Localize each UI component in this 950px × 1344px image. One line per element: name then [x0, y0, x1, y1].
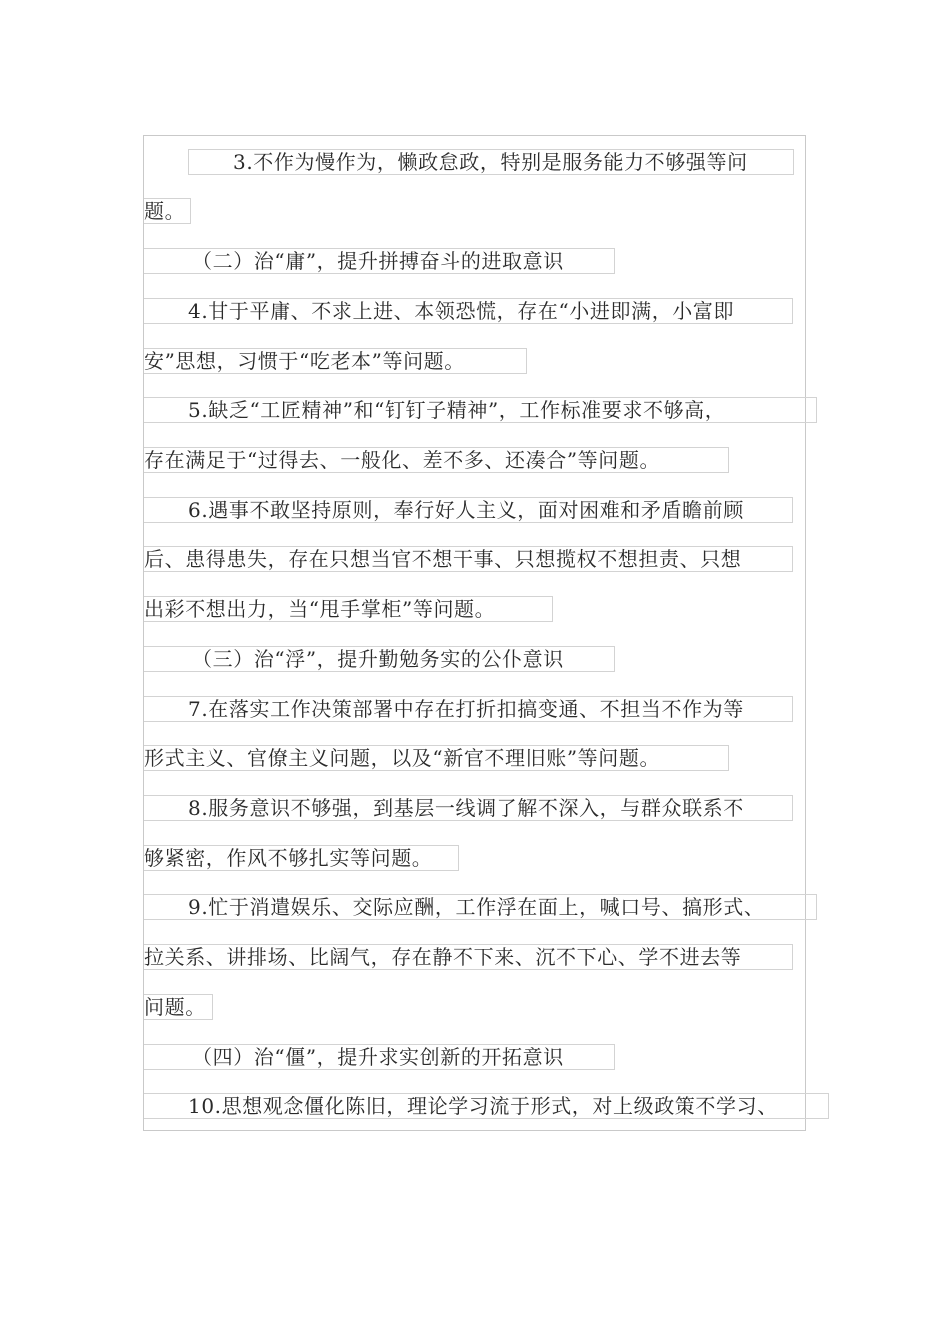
- item-7-line-1: 7.在落实工作决策部署中存在打折扣搞变通、不担当不作为等: [144, 696, 793, 722]
- item-3-line-2: 题。: [144, 198, 191, 224]
- item-9-line-1: 9.忙于消遣娱乐、交际应酬，工作浮在面上，喊口号、搞形式、: [144, 894, 817, 920]
- item-4-line-1: 4.甘于平庸、不求上进、本领恐慌，存在“小进即满，小富即: [144, 298, 793, 324]
- item-6-line-1: 6.遇事不敢坚持原则，奉行好人主义，面对困难和矛盾瞻前顾: [144, 497, 793, 523]
- section-heading-4: （四）治“僵”，提升求实创新的开拓意识: [144, 1044, 615, 1070]
- item-6-line-3: 出彩不想出力，当“甩手掌柜”等问题。: [144, 596, 553, 622]
- item-8-line-1: 8.服务意识不够强，到基层一线调了解不深入，与群众联系不: [144, 795, 793, 821]
- section-heading-2: （二）治“庸”，提升拼搏奋斗的进取意识: [144, 248, 615, 274]
- item-5-line-1: 5.缺乏“工匠精神”和“钉钉子精神”，工作标准要求不够高，: [144, 397, 817, 423]
- item-4-line-2: 安”思想，习惯于“吃老本”等问题。: [144, 348, 527, 374]
- item-7-line-2: 形式主义、官僚主义问题，以及“新官不理旧账”等问题。: [144, 745, 729, 771]
- item-6-line-2: 后、患得患失，存在只想当官不想干事、只想揽权不想担责、只想: [144, 546, 793, 572]
- page-frame: [143, 135, 806, 1131]
- item-5-line-2: 存在满足于“过得去、一般化、差不多、还凑合”等问题。: [144, 447, 729, 473]
- item-3-line-1: 3.不作为慢作为，懒政怠政，特别是服务能力不够强等问: [188, 149, 794, 175]
- item-9-line-2: 拉关系、讲排场、比阔气，存在静不下来、沉不下心、学不进去等: [144, 944, 793, 970]
- item-9-line-3: 问题。: [144, 994, 213, 1020]
- item-10-line-1: 10.思想观念僵化陈旧，理论学习流于形式，对上级政策不学习、: [144, 1093, 829, 1119]
- item-8-line-2: 够紧密，作风不够扎实等问题。: [144, 845, 459, 871]
- section-heading-3: （三）治“浮”，提升勤勉务实的公仆意识: [144, 646, 615, 672]
